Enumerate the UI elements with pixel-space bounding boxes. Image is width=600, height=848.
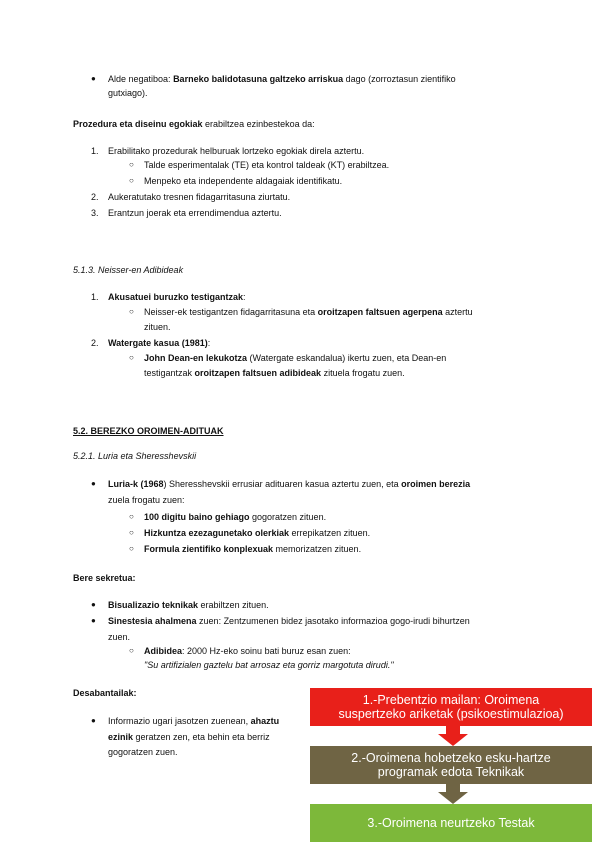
arrow-down-icon [438, 726, 468, 746]
detail-text: Neisser-ek testigantzen fidagarritasuna eta [144, 307, 318, 317]
circle-bullet: ○ [129, 160, 134, 169]
secret-bullet-2-cont: zuen. [108, 632, 131, 642]
subitem-text: errepikatzen zituen. [289, 528, 371, 538]
tests-box-text: 3.-Oroimena neurtzeko Testak [367, 816, 535, 830]
detail-text: zituela frogatu zuen. [321, 368, 405, 378]
list-number: 1. [91, 292, 99, 302]
arrow-down-icon [438, 784, 468, 804]
procedure-title-bold: Prozedura eta diseinu egokiak [73, 119, 203, 129]
subitem-bold: 100 digitu baino gehiago [144, 512, 250, 522]
circle-bullet: ○ [129, 646, 134, 655]
procedure-subitem-1: Talde esperimentalak (TE) eta kontrol taldeak (KT) erabiltzea. [144, 160, 390, 170]
secret-bullet-1 [108, 599, 269, 611]
tests-box [310, 804, 592, 842]
prevention-box [310, 688, 592, 726]
intervention-box-text [351, 751, 550, 779]
detail-bold: John Dean-en lekukotza [144, 353, 248, 363]
subitem-text: memorizatzen zituen. [273, 544, 362, 554]
luria-line-2: zuela frogatu zuen: [108, 495, 185, 505]
example-label: Adibidea [144, 646, 183, 656]
neisser-item-1-detail [144, 306, 473, 318]
intervention-line-2: programak edota Teknikak [377, 765, 525, 779]
secret-bullet-2 [108, 615, 470, 627]
list-number: 2. [91, 338, 99, 348]
negative-side-line-2: gutxiago). [108, 88, 148, 98]
negative-bold: Barneko balidotasuna galtzeko arriskua [173, 74, 344, 84]
secret-text: zuen: Zentzumenen bidez jasotako informazioa gogo-irudi bihurtzen [196, 616, 470, 626]
neisser-item-2-label: Watergate kasua (1981) [108, 338, 208, 348]
subitem-text: gogoratzen zituen. [249, 512, 327, 522]
arrow-down-icon [438, 784, 468, 804]
bullet-dot: ● [91, 74, 96, 83]
luria-subitem-3 [144, 543, 361, 555]
bullet-dot: ● [91, 616, 96, 625]
prevention-line-2: suspertzeko ariketak (psikoestimulazioa) [338, 707, 564, 721]
bullet-dot: ● [91, 479, 96, 488]
circle-bullet: ○ [129, 307, 134, 316]
procedure-item-2: Aukeratutako tresnen fidagarritasuna ziurtatu. [108, 192, 291, 202]
circle-bullet: ○ [129, 528, 134, 537]
circle-bullet: ○ [129, 176, 134, 185]
circle-bullet: ○ [129, 353, 134, 362]
procedure-item-3: Erantzun joerak eta errendimendua aztertu. [108, 208, 282, 218]
intervention-box [310, 746, 592, 784]
luria-subitem-2 [144, 527, 370, 539]
list-number: 1. [91, 146, 99, 156]
bullet-dot: ● [91, 716, 96, 725]
list-number: 3. [91, 208, 99, 218]
neisser-item-1-detail-2: zituen. [144, 322, 171, 332]
secret-bold: Bisualizazio teknikak [108, 600, 199, 610]
neisser-heading: 5.1.3. Neisser-en Adibideak [73, 265, 184, 275]
circle-bullet: ○ [129, 544, 134, 553]
subitem-bold: Hizkuntza ezezagunetako olerkiak [144, 528, 290, 538]
negative-side-line [108, 73, 456, 85]
luria-subitem-1 [144, 511, 326, 523]
disadvantage-text: Informazio ugari jasotzen zuenean, [108, 716, 251, 726]
procedure-item-1: Erabilitako prozedurak helburuak lortzeko egokiak direla aztertu. [108, 146, 365, 156]
colon: : [243, 292, 246, 302]
bullet-dot: ● [91, 600, 96, 609]
detail-text: (Watergate eskandalua) ikertu zuen, eta Dean-en [247, 353, 447, 363]
disadvantage-line-2 [108, 731, 270, 743]
secret-text: erabiltzen zituen. [198, 600, 269, 610]
disadvantage-bold: ezinik [108, 732, 134, 742]
section-heading-5-2: 5.2. BEREZKO OROIMEN-ADITUAK [73, 426, 224, 436]
detail-text: testigantzak [144, 368, 195, 378]
disadvantage-line-1 [108, 715, 279, 727]
prevention-box-text [338, 693, 563, 721]
luria-bold: oroimen berezia [401, 479, 471, 489]
luria-name: Luria-k ( [108, 479, 144, 489]
luria-subheading: 5.2.1. Luria eta Sheresshevskii [73, 451, 197, 461]
luria-text: ) Sheresshevskii errusiar adituaren kasua aztertu zuen, eta [163, 479, 402, 489]
example-line [144, 645, 351, 657]
neisser-item-1 [108, 291, 246, 303]
luria-year: 1968 [143, 479, 164, 489]
circle-bullet: ○ [129, 512, 134, 521]
arrow-down-icon [438, 726, 468, 746]
detail-bold: oroitzapen faltsuen adibideak [194, 368, 322, 378]
subitem-bold: Formula zientifiko konplexuak [144, 544, 274, 554]
disadvantage-text: geratzen zen, eta behin eta berriz [133, 732, 270, 742]
detail-bold: oroitzapen faltsuen agerpena [317, 307, 443, 317]
neisser-item-2 [108, 337, 210, 349]
luria-line-1 [108, 478, 470, 490]
prevention-line-1: 1.-Prebentzio mailan: Oroimena [362, 693, 540, 707]
list-number: 2. [91, 192, 99, 202]
example-quote: "Su artifizialen gaztelu bat arrosaz eta gorriz margotuta dirudi." [144, 660, 394, 670]
neisser-item-1-label: Akusatuei buruzko testigantzak [108, 292, 244, 302]
disadvantage-bold: ahaztu [250, 716, 280, 726]
procedure-title [73, 118, 315, 130]
disadvantages-title: Desabantailak: [73, 688, 137, 698]
detail-text: aztertu [442, 307, 473, 317]
example-text: : 2000 Hz-eko soinu bati buruz esan zuen: [182, 646, 351, 656]
neisser-item-2-detail-2 [144, 367, 405, 379]
disadvantage-line-3: gogoratzen zuen. [108, 747, 178, 757]
secret-bold: Sinestesia ahalmena [108, 616, 197, 626]
procedure-subitem-2: Menpeko eta independente aldagaiak identifikatu. [144, 176, 343, 186]
colon: : [207, 338, 211, 348]
intervention-line-1: 2.-Oroimena hobetzeko esku-hartze [351, 751, 551, 765]
neisser-item-2-detail [144, 352, 446, 364]
secret-title: Bere sekretua: [73, 573, 136, 583]
procedure-title-rest: erabiltzea ezinbestekoa da: [202, 119, 315, 129]
negative-rest: dago (zorroztasun zientifiko [343, 74, 456, 84]
negative-label: Alde negatiboa: [108, 74, 174, 84]
